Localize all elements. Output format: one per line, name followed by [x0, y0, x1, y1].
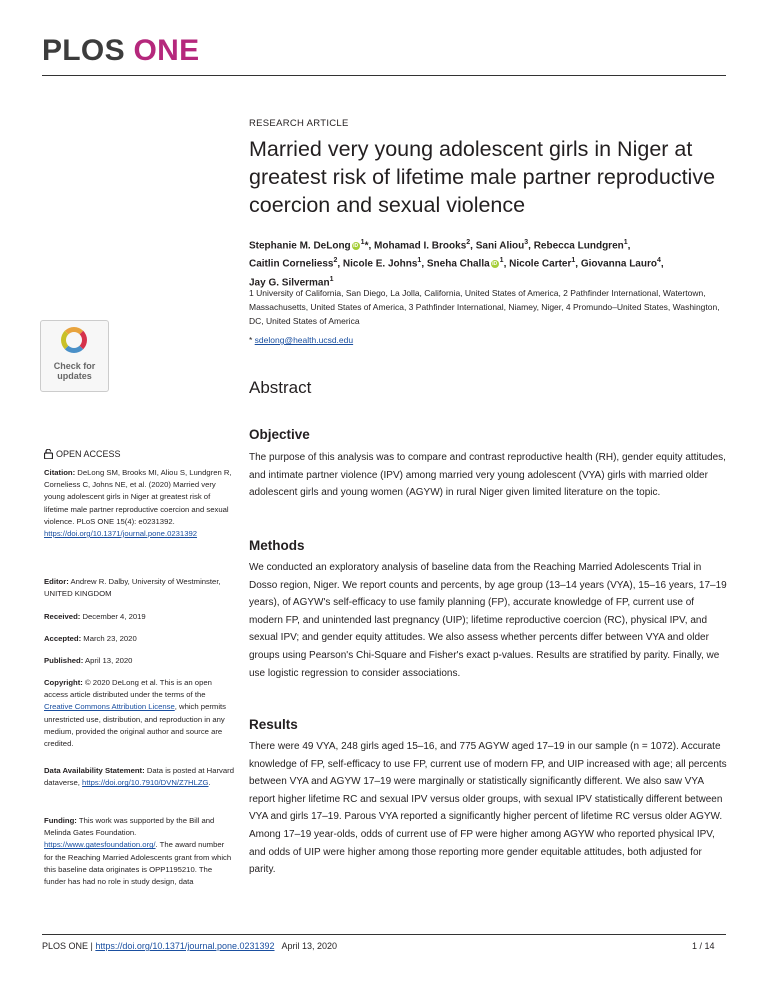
check-for-updates-badge[interactable] [40, 320, 109, 392]
objective-heading: Objective [249, 427, 310, 442]
affiliations: 1 University of California, San Diego, La Jolla, California, United States of America, 2 Pathfinder International, Watertown, Massachusetts, United States of America, 3 Pathfinder International, Niamey, Niger, 4 Promundo–United States, Washington, DC, United States of America [249, 288, 720, 326]
page-number: 1 / 14 [692, 941, 715, 951]
funding-block: Funding: This work was supported by the Bill and Melinda Gates Foundation. https://www.gatesfoundation.org/. The award number for the Reaching Married Adolescents grant from which this baseline data originates is OPP1195210. The funder has had no role in study design, data [44, 816, 232, 887]
logo-plos: PLOS [42, 34, 125, 67]
corresponding-author: * sdelong@health.ucsd.edu [249, 335, 354, 345]
accepted-date: Accepted: March 23, 2020 [44, 634, 137, 643]
results-text: There were 49 VYA, 248 girls aged 15–16, and 775 AGYW aged 17–19 in our sample (n = 1072). Accurate knowledge of FP, self-efficacy to use FP, current use of modern FP, and UIP increased with age; all percents between VYA and AGYW 17–19 were marginally or statistically significantly different. We also saw VYA report higher lifetime RC and sexual IPV versus older groups, with sexual IPV statistically different between VYA and girls 17–19. Parous VYA reported a significantly higher percent of lifetime RC versus older AGYW. Among 17–19 year-olds, odds of current use of FP were higher among AGYW who reported physical IPV, and odds of UIP were higher among those reporting more gender equitable attitudes, both adjusted for parity. [249, 741, 727, 876]
footer-divider [42, 934, 726, 935]
page-footer: PLOS ONE | https://doi.org/10.1371/journal.pone.0231392 April 13, 2020 [42, 941, 338, 951]
published-date: Published: April 13, 2020 [44, 656, 133, 665]
methods-text: We conducted an exploratory analysis of baseline data from the Reaching Married Adolescents Trial in Dosso region, Niger. We report counts and percents, by age group (13–14 years (VYA), 15–16 years, 17–19 years), of AGYW's self-efficacy to use family planning (FP), accurate knowledge of FP, current use of modern FP, and unintended last pregnancy (UIP); lifetime reproductive coercion (RC), physical IPV, and sexual IPV; and gender equity attitudes. We also assess whether percents differ between VYA and older groups using Pearson's Chi-Square and Fisher's exact p-values. Results are stratified by parity. Finally, we use logistic regression to consider associations. [249, 562, 727, 679]
abstract-heading: Abstract [249, 378, 312, 397]
orcid-icon[interactable]: iD [492, 261, 498, 268]
cc-license-link[interactable]: Creative Commons Attribution License [44, 702, 175, 712]
logo-one: ONE [124, 34, 200, 67]
corresponding-email-link[interactable]: sdelong@health.ucsd.edu [254, 335, 354, 345]
check-updates-line1: Check for [53, 361, 96, 371]
gates-foundation-link[interactable]: https://www.gatesfoundation.org/ [44, 840, 156, 850]
data-availability-block: Data Availability Statement: Data is posted at Harvard dataverse, https://doi.org/10.7910/DVN/Z7HLZG. [44, 766, 234, 788]
crossmark-icon [61, 327, 87, 353]
author-list: Stephanie M. DeLong iD $^1$*, Mohamad I. Brooks$^2$, Sani Aliou$^3$, Rebecca Lundgren$^1$, Caitlin Corneliess$^2$, Nicole E. Johns$^1$, Sneha Challa iD $^1$, Nicole Carter$^1$, Giovanna Lauro$^4$, Jay G. Silverman$^1$ [249, 239, 664, 288]
orcid-icon[interactable]: iD [353, 242, 359, 249]
objective-text: The purpose of this analysis was to compare and contrast reproductive health (RH), gender equity attitudes, and intimate partner violence (IPV) among married very young adolescent (VYA) girls with married older adolescent girls and young women (AGYW) in rural Niger given limited literature on the topic. [249, 452, 726, 499]
footer-doi-link[interactable]: https://doi.org/10.1371/journal.pone.0231392 [95, 941, 275, 951]
journal-logo [42, 33, 199, 69]
editor-block: Editor: Andrew R. Dalby, University of Westminster, UNITED KINGDOM [44, 577, 221, 599]
methods-heading: Methods [249, 538, 305, 553]
results-heading: Results [249, 717, 298, 732]
article-type: RESEARCH ARTICLE [249, 118, 349, 129]
received-date: Received: December 4, 2019 [44, 612, 146, 621]
check-updates-line2: updates [57, 371, 92, 381]
dataverse-link[interactable]: https://doi.org/10.7910/DVN/Z7HLZG [82, 778, 209, 788]
open-access-label: OPEN ACCESS [44, 449, 121, 459]
article-title: Married very young adolescent girls in Niger at greatest risk of lifetime male partner reproductive coercion and sexual violence [249, 137, 716, 217]
copyright-block: Copyright: © 2020 DeLong et al. This is an open access article distributed under the terms of the Creative Commons Attribution License, which permits unrestricted use, distribution, and reproduction in any medium, provided the original author and source are credited. [44, 678, 227, 749]
citation-block: Citation: DeLong SM, Brooks MI, Aliou S, Lundgren R, Corneliess C, Johns NE, et al. (2020) Married very young adolescent girls in Niger at greatest risk of lifetime male partner reproductive coercion and sexual violence. PLoS ONE 15(4): e0231392. https://doi.org/10.1371/journal.pone.0231392 [44, 468, 232, 539]
author-name[interactable]: Stephanie M. DeLong [249, 240, 351, 252]
header-divider [42, 75, 726, 76]
citation-doi-link[interactable]: https://doi.org/10.1371/journal.pone.0231392 [44, 529, 198, 539]
open-lock-icon [44, 449, 53, 459]
